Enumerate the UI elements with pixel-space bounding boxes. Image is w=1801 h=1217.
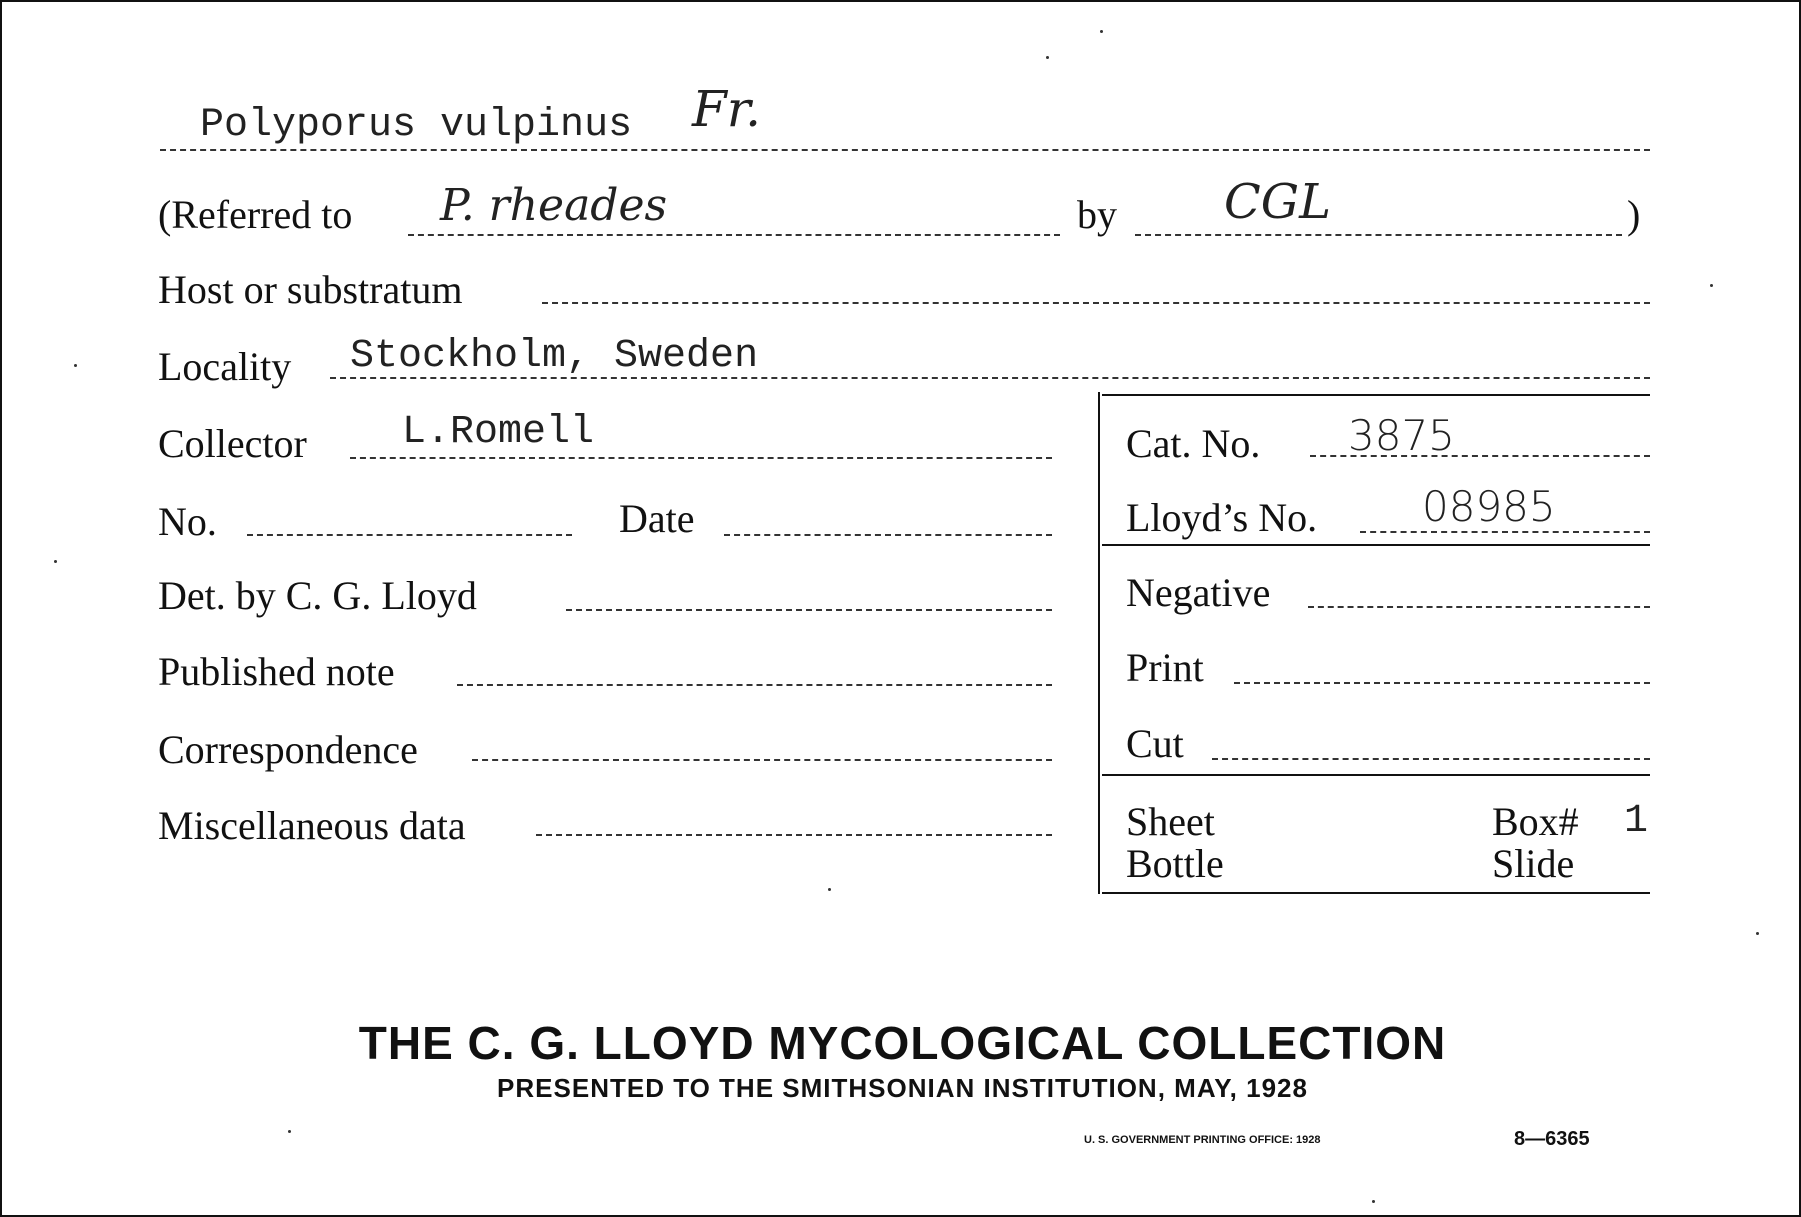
published-line [457,684,1052,686]
collector-line [350,457,1052,459]
negative-label: Negative [1126,570,1271,615]
bottle-label: Bottle [1126,841,1224,886]
box-label: Box# [1492,799,1579,844]
host-line [542,302,1650,304]
lloyds-no-line [1360,531,1650,533]
box-left-border [1098,392,1100,894]
cut-line [1212,758,1650,760]
box-divider-1 [1102,544,1650,546]
misc-line [536,834,1052,836]
collection-title: THE C. G. LLOYD MYCOLOGICAL COLLECTION [358,1017,1447,1069]
by-line [1135,234,1622,236]
date-label: Date [619,496,695,541]
print-line [1234,682,1650,684]
by-value: CGL [1224,174,1331,230]
by-label: by [1077,192,1117,237]
box-value: 1 [1624,799,1649,844]
slide-label: Slide [1492,841,1575,886]
collection-subtitle: PRESENTED TO THE SMITHSONIAN INSTITUTION, MAY, 1928 [497,1073,1308,1103]
locality-value: Stockholm, Sweden [350,334,759,379]
correspondence-label: Correspondence [158,727,418,772]
scan-speck [54,560,57,563]
box-divider-2 [1102,774,1650,776]
cat-no-value: 3875 [1348,411,1455,460]
box-top-border [1102,394,1650,396]
cat-no-label: Cat. No. [1126,421,1261,466]
no-label: No. [158,499,217,544]
host-label: Host or substratum [158,267,463,312]
scan-speck [1100,30,1103,33]
cut-label: Cut [1126,721,1184,766]
no-line [247,534,572,536]
species-name: Polyporus vulpinus [200,103,633,148]
scan-speck [1756,932,1759,935]
lloyds-no-label: Lloyd’s No. [1126,495,1318,540]
date-line [724,534,1052,536]
printer-imprint: U. S. GOVERNMENT PRINTING OFFICE: 1928 [1084,1134,1321,1146]
print-label: Print [1126,645,1204,690]
form-number: 8—6365 [1514,1128,1590,1150]
collector-value: L.Romell [402,410,595,455]
det-line [566,609,1052,611]
collector-label: Collector [158,421,307,466]
lloyds-no-value: 08985 [1422,482,1556,531]
locality-label: Locality [158,344,292,389]
referred-label: (Referred to [158,192,353,237]
close-paren: ) [1627,192,1641,237]
scan-speck [74,364,77,367]
referred-line [408,234,1060,236]
sheet-label: Sheet [1126,799,1215,844]
scan-speck [288,1130,291,1133]
author-handwritten: Fr. [692,80,761,138]
scan-speck [1710,284,1713,287]
det-label: Det. by C. G. Lloyd [158,573,477,618]
species-line [160,149,1650,151]
scan-speck [1372,1200,1375,1203]
referred-value: P. rheades [440,180,668,231]
scan-speck [828,888,831,891]
published-label: Published note [158,649,395,694]
negative-line [1308,606,1650,608]
box-bottom-border [1102,892,1650,894]
scan-speck [1046,56,1049,59]
misc-label: Miscellaneous data [158,803,466,848]
correspondence-line [472,759,1052,761]
